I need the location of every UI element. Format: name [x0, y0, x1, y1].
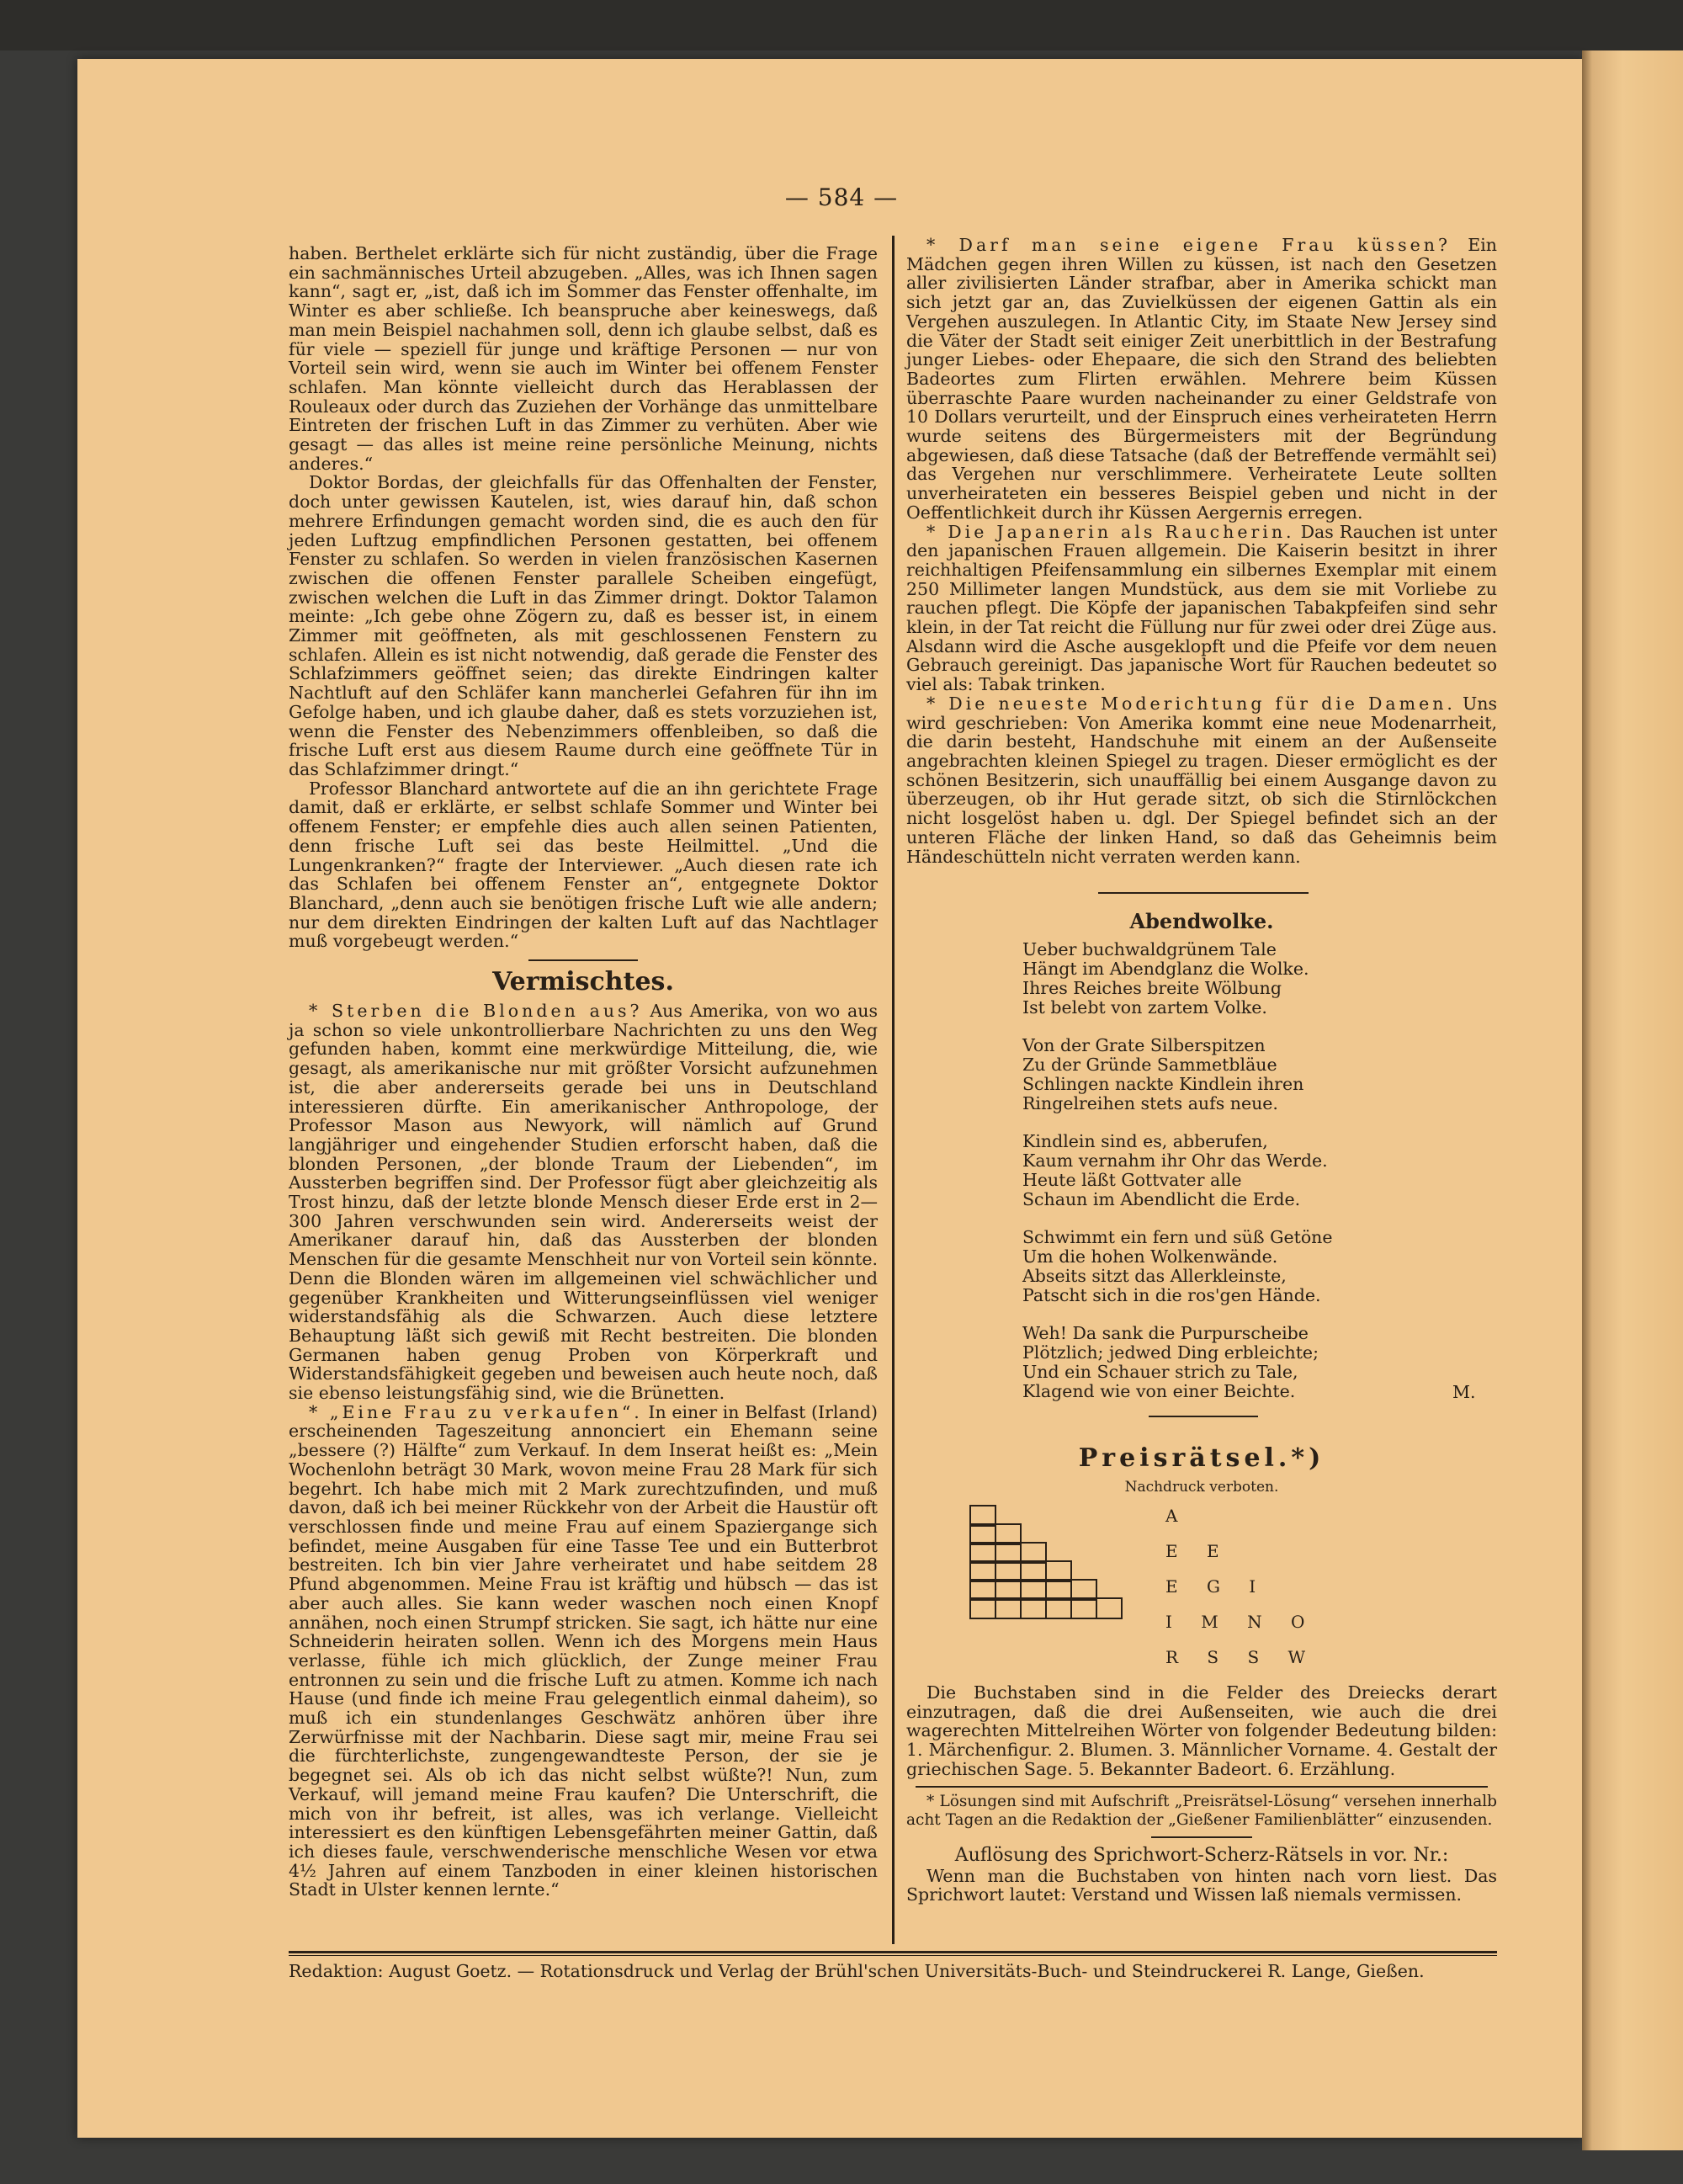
grid-row [969, 1560, 1121, 1579]
solutions-note: * Lösungen sind mit Aufschrift „Preisrätsel-Lösung“ versehen innerhalb acht Tagen an die Redaktion der „Gießener Familienblätter“ einzusenden. [906, 1792, 1497, 1829]
poem-stanza [1022, 1228, 1494, 1305]
previous-solution-title: Auflösung des Sprichwort-Scherz-Rätsels in vor. Nr.: [954, 1844, 1449, 1866]
news-item [906, 694, 1497, 866]
poem-stanza [1022, 1324, 1494, 1401]
poem-line: Patscht sich in die ros'gen Hände. [1022, 1285, 1321, 1305]
paragraph: Professor Blanchard antwortete auf die an ihn gerichtete Frage damit, daß er erklärte, er selbst schlafe Sommer und Winter bei offenem Fenster; er empfehle dies auch allen seinen Patienten, denn frische Luft sei das beste Heilmittel. „Und die Lungenkranken?“ fragte der Interviewer. „Auch diesen rate ich das Schlafen bei offenem Fenster an“, entgegnete Doktor Blanchard, „denn auch sie benötigen frische Luft wie alle andern; nur dem direkten Eindringen der kalten Luft auf das Nachtlager muß vorgebeugt werden.“ [289, 778, 878, 952]
left-column [289, 244, 878, 1900]
poem-line: Hängt im Abendglanz die Wolke. [1022, 959, 1309, 979]
poem-line: Zu der Gründe Sammetbläue [1022, 1055, 1277, 1075]
grid-cell [995, 1597, 1022, 1619]
poem-stanza [1022, 940, 1494, 1018]
item-text: Das Rauchen ist unter den japanischen Frauen allgemein. Die Kaiserin besitzt in ihrer reichhaltigen Pfeifensammlung ein silbernes Exemplar mit einem 250 Millimeter langen Mundstück, aus dem sie mit Vorliebe zu rauchen pflegt. Die Köpfe der japanischen Tabakpfeifen sind sehr klein, in der Tat reicht die Füllung nur für zwei oder drei Züge aus. Alsdann wird die Asche ausgeklopft und die Pfeife vor dem neuen Gebrauch gereinigt. Das japanische Wort für Rauchen bedeutet so viel als: Tabak trinken. [906, 521, 1497, 695]
poem-line: Kindlein sind es, abberufen, [1022, 1131, 1268, 1151]
poem-stanza [1022, 1036, 1494, 1113]
item-lead: * Sterben die Blonden aus? [309, 1001, 643, 1022]
poem-title: Abendwolke. [1129, 909, 1274, 933]
imprint-footer: Redaktion: August Goetz. — Rotationsdruck und Verlag der Brühl'schen Universitäts-Buch- und Steindruckerei R. Lange, Gießen. [289, 1961, 1425, 1981]
grid-cell [969, 1597, 996, 1619]
divider [1151, 1836, 1252, 1838]
letter-row: E G I [1165, 1576, 1268, 1597]
poem-line: Abseits sitzt das Allerkleinste, [1022, 1266, 1287, 1286]
poem-line: Heute läßt Gottvater alle [1022, 1170, 1242, 1190]
poem-line: Kaum vernahm ihr Ohr das Werde. [1022, 1150, 1328, 1171]
footer-rule [289, 1955, 1497, 1956]
poem-line: Ist belebt von zartem Volke. [1022, 997, 1267, 1018]
poem-signature: M. [1452, 1382, 1476, 1402]
poem-line: Schlingen nackte Kindlein ihren [1022, 1074, 1304, 1094]
poem-line: Um die hohen Wolkenwände. [1022, 1246, 1278, 1267]
puzzle-letters [1165, 1498, 1317, 1675]
grid-row [969, 1597, 1121, 1616]
letter-row: I M N O [1165, 1612, 1317, 1632]
item-lead: * „Eine Frau zu verkaufen“. [309, 1401, 643, 1422]
poem-line: Ringelreihen stets aufs neue. [1022, 1093, 1278, 1113]
news-item [906, 236, 1497, 523]
grid-row [969, 1505, 1121, 1523]
divider [916, 1786, 1488, 1788]
section-title-vermischtes: Vermischtes. [492, 967, 674, 997]
grid-row [969, 1579, 1121, 1597]
poem-line: Schaun im Abendlicht die Erde. [1022, 1189, 1301, 1209]
footer-rule [289, 1951, 1497, 1953]
poem-line: Weh! Da sank die Purpurscheibe [1022, 1323, 1309, 1343]
news-item [906, 523, 1497, 694]
puzzle-note: Nachdruck verboten. [1124, 1479, 1279, 1496]
letter-row: A [1165, 1506, 1190, 1526]
previous-solution-text: Wenn man die Buchstaben von hinten nach vorn liest. Das Sprichwort lautet: Verstand und Wissen laß niemals vermissen. [906, 1865, 1497, 1905]
letter-row: R S S W [1165, 1647, 1318, 1667]
item-text: In einer in Belfast (Irland) erscheinenden Tageszeitung annonciert ein Ehemann seine „bessere (?) Hälfte“ zum Verkauf. In dem Inserat heißt es: „Mein Wochenlohn beträgt 30 Mark, wovon meine Frau 28 Mark für sich begehrt. Ich habe mich mit 2 Mark zurechtzufinden, und muß davon, daß ich bei meiner Rückkehr von der Arbeit die Haustür oft verschlossen finde und meine Frau auf einem Spaziergange sich befindet, meine Ausgaben für eine Tasse Tee und ein Butterbrot bestreiten. Ich bin vier Jahre verheiratet und habe seitdem 28 Pfund abgenommen. Meine Frau ist kräftig und hübsch — das ist aber auch alles. Sie kann weder waschen noch einen Knopf annähen, noch einen Strumpf stricken. Sie sagt, ich hätte nur eine Schneiderin heiraten sollen. Wenn ich des Morgens mein Haus verlasse, fühle ich mich glücklich, der Zunge meiner Frau entronnen zu sein und die frische Luft zu atmen. Komme ich nach Hause (und finde ich meine Frau gelegentlich einmal daheim), so muß ich ein stundenlanges Geschwätz anhören über ihre Zerwürfnisse mit der Nachbarin. Diese sagt mir, meine Frau sei die fürchterlichste, zungengewandteste Person, der sie je begegnet sei. Als ob ich das nicht selbst wüßte?! Nun, zum Verkauf, will jemand meine Frau kaufen? Die Unterschrift, die mich von ihr befreit, ist alles, was ich verlange. Vielleicht interessiert es den künftigen Lebensgefährten meiner Gattin, daß ich dieses faule, verschwenderische menschliche Wesen vor etwa 4½ Jahren auf einem Tanzboden in einer kleinen historischen Stadt in Ulster kennen lernte.“ [289, 1401, 878, 1900]
poem-abendwolke [1022, 940, 1494, 1420]
puzzle-instructions: Die Buchstaben sind in die Felder des Dreiecks derart einzutragen, daß die drei Außenseiten, wie auch die drei wagerechten Mittelreihen Wörter von folgender Bedeutung bilden: 1. Märchenfigur. 2. Blumen. 3. Männlicher Vorname. 4. Gestalt der griechischen Sage. 5. Bekannter Badeort. 6. Erzählung. [906, 1682, 1497, 1779]
paragraph: haben. Berthelet erklärte sich für nicht zuständig, über die Frage ein sachmännisches Urteil abzugeben. „Alles, was ich Ihnen sagen kann“, sagt er, „ist, daß ich im Sommer das Fenster offenhalte, im Winter es aber schließe. Ich beanspruche aber keineswegs, daß man mein Beispiel nachahmen soll, denn ich glaube selbst, daß es für viele — speziell für junge und kräftige Personen — nur von Vorteil sein wird, wenn sie auch im Winter bei offenem Fenster schlafen. Man könnte vielleicht durch das Herablassen der Rouleaux oder durch das Zuziehen der Vorhänge das unmittelbare Eintreten der frischen Luft in das Zimmer zu verhüten. Aber wie gesagt — das alles ist meine reine persönliche Meinung, nichts anderes.“ [289, 243, 878, 474]
poem-line: Klagend wie von einer Beichte. [1022, 1381, 1296, 1401]
grid-cell [1020, 1597, 1047, 1619]
right-column [906, 236, 1497, 866]
item-lead: * Darf man seine eigene Frau küssen? [926, 235, 1451, 255]
item-text: Ein Mädchen gegen ihren Willen zu küssen, ist nach den Gesetzen aller zivilisierten Länder strafbar, aber in Amerika schickt man sich jetzt gar an, das Zuvielküssen der eigenen Gattin als ein Vergehen auszulegen. In Atlantic City, im Staate New Jersey sind die Väter der Stadt seit einiger Zeit unerbittlich in der Bestrafung junger Liebes- oder Ehepaare, die sich den Strand des beliebten Badeortes zum Flirten erwählen. Mehrere beim Küssen überraschte Paare wurden nacheinander zu einer Geldstrafe von 10 Dollars verurteilt, und der Einspruch eines verheirateten Herrn wurde seitens des Bürgermeisters mit der Begründung abgewiesen, daß diese Tatsache (daß der Betreffende vermählt sei) das Vergehen nur verschlimmere. Verheiratete Leute sollten unverheirateten ein besseres Beispiel geben und nicht in der Oeffentlichkeit durch ihr Küssen Aergernis erregen. [906, 235, 1497, 523]
poem-line: Ihres Reiches breite Wölbung [1022, 978, 1282, 998]
poem-line: Und ein Schauer strich zu Tale, [1022, 1362, 1298, 1382]
letter-row: E E [1165, 1541, 1231, 1561]
grid-row [969, 1542, 1121, 1560]
item-lead: * Die neueste Moderichtung für die Damen. [926, 693, 1456, 714]
column-separator [892, 236, 895, 1944]
grid-row [969, 1523, 1121, 1542]
grid-cell [1096, 1597, 1123, 1619]
item-lead: * Die Japanerin als Raucherin. [926, 521, 1295, 542]
news-item [289, 1403, 878, 1900]
news-item [289, 1002, 878, 1403]
section-divider [528, 959, 638, 961]
poem-line: Ueber buchwaldgrünem Tale [1022, 939, 1277, 959]
section-divider [1149, 1416, 1258, 1417]
poem-line: Schwimmt ein fern und süß Getöne [1022, 1227, 1333, 1247]
item-text: Uns wird geschrieben: Von Amerika kommt eine neue Modenarrheit, die darin besteht, Handschuhe mit einem an der Außenseite angebrachten kleinen Spiegel zu tragen. Dieser ermöglicht es der schönen Besitzerin, sich unauffällig bei einem Ausgange davon zu überzeugen, ob ihr Hut gerade sitzt, ob sich die Stirnlöckchen nicht losgelöst haben u. dgl. Der Spiegel befindet sich an der unteren Fläche der linken Hand, so daß das Geheimnis beim Händeschütteln nicht verraten werden kann. [906, 693, 1497, 867]
poem-stanza [1022, 1132, 1494, 1209]
puzzle-triangle-grid [969, 1505, 1121, 1616]
page-number: — 584 — [784, 183, 899, 211]
scan-background [0, 0, 1683, 50]
poem-line: Plötzlich; jedwed Ding erbleichte; [1022, 1342, 1319, 1363]
section-divider [1098, 892, 1309, 894]
puzzle-description [906, 1683, 1497, 1905]
item-text: Aus Amerika, von wo aus ja schon so viele unkontrollierbare Nachrichten zu uns den Weg gefunden haben, kommt eine merkwürdige Mitteilung, die, wie gesagt, als amerikanische nur mit größter Vorsicht aufzunehmen ist, die aber andererseits gerade bei uns in Deutschland interessieren dürfte. Ein amerikanischer Anthropologe, der Professor Mason aus Newyork, will nämlich auf Grund langjähriger und eingehender Studien erforscht haben, daß die blonden Personen, „der blonde Traum der Liebenden“, im Aussterben begriffen sind. Der Professor fügt aber gleichzeitig als Trost hinzu, daß der letzte blonde Mensch dieser Erde erst in 2—300 Jahren verschwunden sein wird. Andererseits weist der Amerikaner darauf hin, daß das Aussterben der blonden Menschen für die gesamte Menschheit nur von Vorteil sein könnte. Denn die Blonden wären im allgemeinen viel schwächlicher und gegenüber Krankheiten und Witterungseinflüssen viel weniger widerstandsfähig als die Schwarzen. Auch diese letztere Behauptung läßt sich gewiß mit Recht bestreiten. Die blonden Germanen haben genug Proben von Körperkraft und Widerstandsfähigkeit gegeben und beweisen auch heute noch, daß sie ebenso leistungsfähig sind, wie die Brünetten. [289, 1001, 878, 1404]
next-page-edge [1582, 50, 1683, 2150]
poem-line: Von der Grate Silberspitzen [1022, 1035, 1266, 1055]
puzzle-title: Preisrätsel.*) [1078, 1443, 1325, 1473]
grid-cell [1070, 1597, 1097, 1619]
paragraph: Doktor Bordas, der gleichfalls für das Offenhalten der Fenster, doch unter gewissen Kautelen, ist, wies darauf hin, daß schon mehrere Erfindungen gemacht worden sind, die es auch den für jeden Luftzug empfindlichen Personen gestatten, bei offenem Fenster zu schlafen. So werden in vielen französischen Kasernen zwischen die offenen Fenster parallele Scheiben eingefügt, zwischen welchen die Luft in das Zimmer dringt. Doktor Talamon meinte: „Ich gebe ohne Zögern zu, daß es besser ist, in einem Zimmer mit geöffneten, als mit geschlossenen Fenstern zu schlafen. Allein es ist nicht notwendig, daß gerade die Fenster des Schlafzimmers geöffnet seien; das direkte Eindringen kalter Nachtluft auf den Schläfer kann mancherlei Gefahren für ihn im Gefolge haben, und ich glaube daher, daß es stets vorzuziehen ist, wenn die Fenster des Nebenzimmers offenbleiben, so daß die frische Luft erst aus diesem Raume durch eine geöffnete Tür in das Schlafzimmer dringt.“ [289, 472, 878, 779]
grid-cell [1045, 1597, 1072, 1619]
